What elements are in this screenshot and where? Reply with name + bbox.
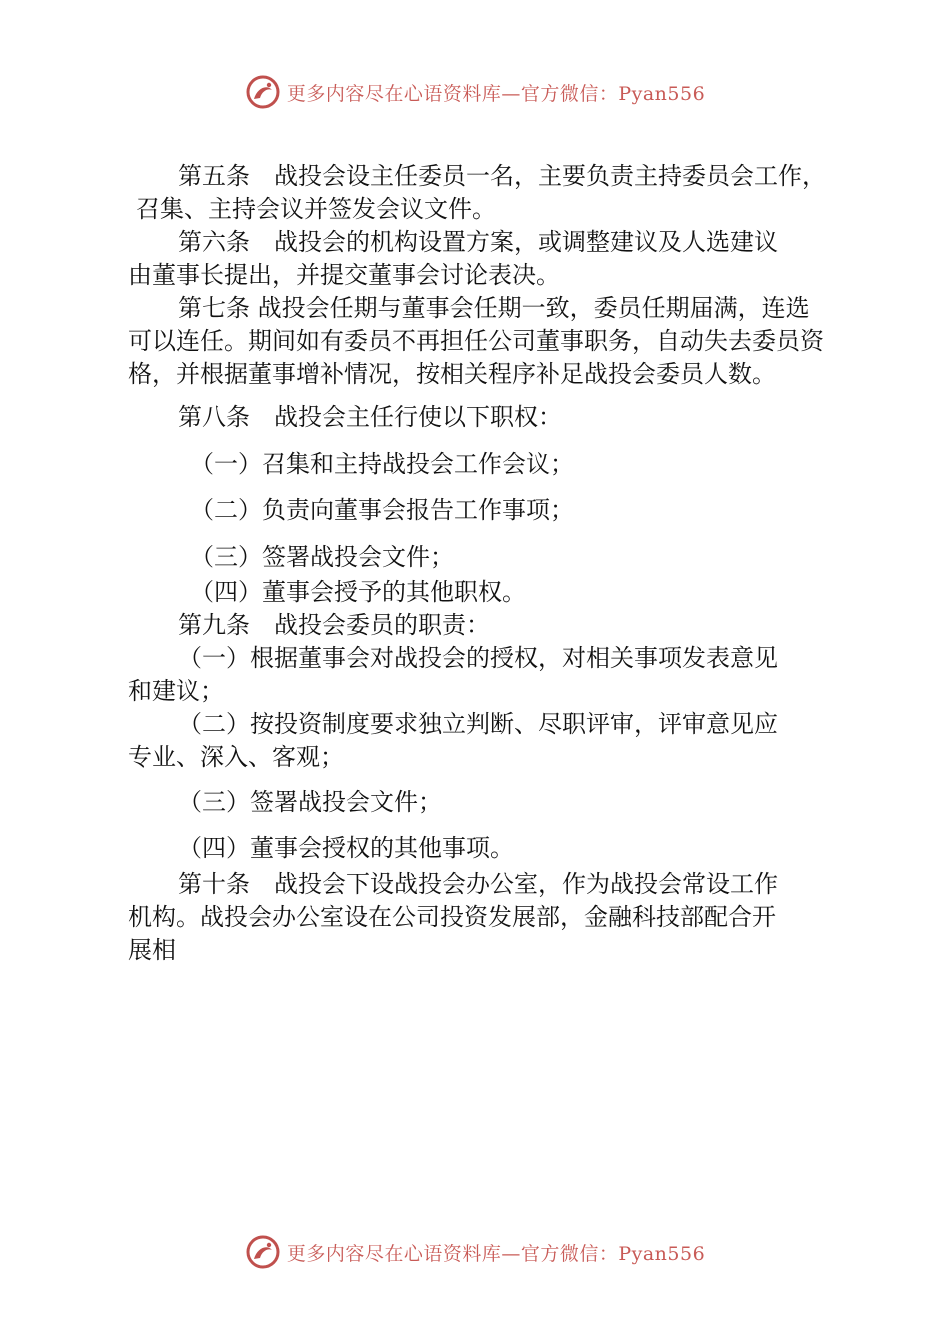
text-line: 第十条 战投会下设战投会办公室，作为战投会常设工作 xyxy=(178,870,778,898)
swan-logo-icon xyxy=(245,74,281,110)
text-line: （一）根据董事会对战投会的授权，对相关事项发表意见 xyxy=(178,644,778,672)
text-line: （一）召集和主持战投会工作会议； xyxy=(190,450,574,478)
text-line: （三）签署战投会文件； xyxy=(190,543,454,571)
text-line: 第七条 战投会任期与董事会任期一致，委员任期届满，连选 xyxy=(178,294,810,322)
text-line: 格，并根据董事增补情况，按相关程序补足战投会委员人数。 xyxy=(128,360,776,388)
text-line: 由董事长提出，并提交董事会讨论表决。 xyxy=(128,261,560,289)
text-line: 展相 xyxy=(128,936,176,964)
header-watermark-text: 更多内容尽在心语资料库—官方微信：Pyan556 xyxy=(286,82,706,105)
text-line: （四）董事会授权的其他事项。 xyxy=(178,834,514,862)
swan-logo-icon xyxy=(245,1234,281,1270)
text-line: （二）按投资制度要求独立判断、尽职评审，评审意见应 xyxy=(178,710,778,738)
text-line: 可以连任。期间如有委员不再担任公司董事职务，自动失去委员资 xyxy=(128,327,824,355)
text-line: 第六条 战投会的机构设置方案，或调整建议及人选建议 xyxy=(178,228,778,256)
text-line: 第五条 战投会设主任委员一名，主要负责主持委员会工作， xyxy=(178,162,826,190)
text-line: 第八条 战投会主任行使以下职权： xyxy=(178,403,562,431)
text-line: （二）负责向董事会报告工作事项； xyxy=(190,496,574,524)
text-line: 和建议； xyxy=(128,677,224,705)
text-line: （四）董事会授予的其他职权。 xyxy=(190,578,526,606)
footer-watermark-banner xyxy=(0,1232,950,1272)
footer-watermark-text: 更多内容尽在心语资料库—官方微信：Pyan556 xyxy=(286,1242,706,1265)
text-line: 第九条 战投会委员的职责： xyxy=(178,611,490,639)
text-line: 召集、主持会议并签发会议文件。 xyxy=(136,195,496,223)
text-line: 机构。战投会办公室设在公司投资发展部，金融科技部配合开 xyxy=(128,903,776,931)
text-line: 专业、深入、客观； xyxy=(128,743,344,771)
header-watermark-banner xyxy=(0,72,950,112)
text-line: （三）签署战投会文件； xyxy=(178,788,442,816)
